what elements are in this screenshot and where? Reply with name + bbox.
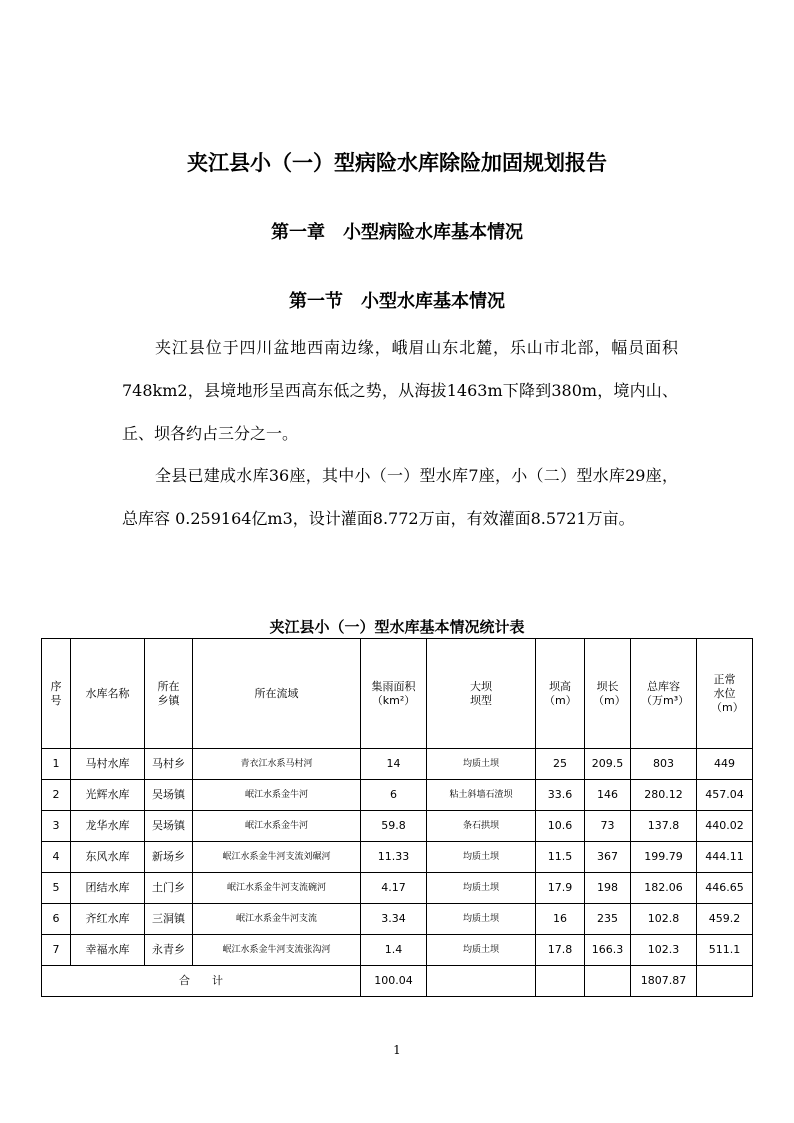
table-cell: 团结水库 <box>71 873 145 904</box>
table-cell: 龙华水库 <box>71 811 145 842</box>
table-cell: 166.3 <box>585 935 631 966</box>
table-cell: 均质土坝 <box>427 904 536 935</box>
table-cell: 457.04 <box>697 780 753 811</box>
table-cell: 4 <box>42 842 71 873</box>
reservoir-stats-table <box>41 638 753 997</box>
table-cell: 东风水库 <box>71 842 145 873</box>
table-cell: 4.17 <box>361 873 427 904</box>
table-cell: 280.12 <box>631 780 697 811</box>
total-catchment: 100.04 <box>361 966 427 997</box>
table-cell: 102.8 <box>631 904 697 935</box>
table-cell: 2 <box>42 780 71 811</box>
table-cell: 25 <box>536 749 585 780</box>
table-cell: 条石拱坝 <box>427 811 536 842</box>
total-capacity: 1807.87 <box>631 966 697 997</box>
table-row <box>42 904 753 935</box>
table-cell: 137.8 <box>631 811 697 842</box>
table-cell: 11.33 <box>361 842 427 873</box>
table-cell: 459.2 <box>697 904 753 935</box>
table-cell: 岷江水系金牛河 <box>193 780 361 811</box>
section-heading: 第一节 小型水库基本情况 <box>289 291 505 312</box>
header-cell: 大坝坝型 <box>427 639 536 749</box>
table-cell: 73 <box>585 811 631 842</box>
table-row <box>42 749 753 780</box>
header-cell: 坝高（m） <box>536 639 585 749</box>
table-cell: 均质土坝 <box>427 749 536 780</box>
table-cell: 1 <box>42 749 71 780</box>
header-cell: 所在乡镇 <box>145 639 193 749</box>
document-title: 夹江县小（一）型病险水库除险加固规划报告 <box>187 151 607 175</box>
table-cell: 新场乡 <box>145 842 193 873</box>
table-cell: 齐红水库 <box>71 904 145 935</box>
page-number: 1 <box>393 1043 401 1057</box>
table-cell: 7 <box>42 935 71 966</box>
table-cell: 182.06 <box>631 873 697 904</box>
table-cell: 5 <box>42 873 71 904</box>
table-header-row <box>42 639 753 749</box>
table-cell: 均质土坝 <box>427 873 536 904</box>
chapter-heading: 第一章 小型病险水库基本情况 <box>271 222 523 243</box>
table-cell: 均质土坝 <box>427 842 536 873</box>
table-cell: 449 <box>697 749 753 780</box>
table-row <box>42 873 753 904</box>
table-cell: 马村乡 <box>145 749 193 780</box>
table-cell: 11.5 <box>536 842 585 873</box>
table-cell: 10.6 <box>536 811 585 842</box>
table-cell: 198 <box>585 873 631 904</box>
table-cell: 33.6 <box>536 780 585 811</box>
table-cell: 岷江水系金牛河 <box>193 811 361 842</box>
table-cell: 幸福水库 <box>71 935 145 966</box>
table-row <box>42 842 753 873</box>
table-cell: 17.9 <box>536 873 585 904</box>
table-title: 夹江县小（一）型水库基本情况统计表 <box>269 618 525 636</box>
table-cell: 511.1 <box>697 935 753 966</box>
table-cell: 永青乡 <box>145 935 193 966</box>
table-cell: 均质土坝 <box>427 935 536 966</box>
table-cell: 235 <box>585 904 631 935</box>
table-cell: 吴场镇 <box>145 780 193 811</box>
table-cell: 209.5 <box>585 749 631 780</box>
header-cell: 水库名称 <box>71 639 145 749</box>
table-cell: 17.8 <box>536 935 585 966</box>
table-cell: 吴场镇 <box>145 811 193 842</box>
table-row <box>42 811 753 842</box>
table-cell: 岷江水系金牛河支流碗河 <box>193 873 361 904</box>
total-empty-cell <box>427 966 536 997</box>
header-cell: 集雨面积（km²） <box>361 639 427 749</box>
table-cell: 102.3 <box>631 935 697 966</box>
table-cell: 三洞镇 <box>145 904 193 935</box>
total-empty-cell <box>585 966 631 997</box>
table-cell: 16 <box>536 904 585 935</box>
total-label: 合 计 <box>42 966 361 997</box>
table-cell: 444.11 <box>697 842 753 873</box>
table-cell: 3 <box>42 811 71 842</box>
paragraph-reservoirs: 全县已建成水库36座，其中小（一）型水库7座，小（二）型水库29座，总库容 0.259164亿m3，设计灌面8.772万亩，有效灌面8.5721万亩。 <box>122 466 678 528</box>
table-cell: 440.02 <box>697 811 753 842</box>
table-cell: 光辉水库 <box>71 780 145 811</box>
table-cell: 59.8 <box>361 811 427 842</box>
table-cell: 803 <box>631 749 697 780</box>
table-total-row <box>42 966 753 997</box>
header-cell: 正常水位（m） <box>697 639 753 749</box>
table-row <box>42 780 753 811</box>
table-cell: 3.34 <box>361 904 427 935</box>
table-cell: 146 <box>585 780 631 811</box>
table-cell: 199.79 <box>631 842 697 873</box>
header-cell: 坝长（m） <box>585 639 631 749</box>
table-cell: 马村水库 <box>71 749 145 780</box>
table-cell: 粘土斜墙石渣坝 <box>427 780 536 811</box>
table-cell: 青衣江水系马村河 <box>193 749 361 780</box>
total-empty-cell <box>697 966 753 997</box>
table-row <box>42 935 753 966</box>
table-cell: 446.65 <box>697 873 753 904</box>
table-cell: 岷江水系金牛河支流刘碾河 <box>193 842 361 873</box>
header-cell: 序号 <box>42 639 71 749</box>
paragraph-location: 夹江县位于四川盆地西南边缘，峨眉山东北麓，乐山市北部，幅员面积748km2，县境地形呈西高东低之势，从海拔1463m下降到380m，境内山、丘、坝各约占三分之一。 <box>122 338 678 443</box>
table-cell: 岷江水系金牛河支流 <box>193 904 361 935</box>
header-cell: 总库容（万m³） <box>631 639 697 749</box>
total-empty-cell <box>536 966 585 997</box>
header-cell: 所在流域 <box>193 639 361 749</box>
table-cell: 6 <box>361 780 427 811</box>
table-cell: 14 <box>361 749 427 780</box>
table-cell: 6 <box>42 904 71 935</box>
table-cell: 367 <box>585 842 631 873</box>
table-cell: 1.4 <box>361 935 427 966</box>
table-cell: 土门乡 <box>145 873 193 904</box>
table-cell: 岷江水系金牛河支流张沟河 <box>193 935 361 966</box>
